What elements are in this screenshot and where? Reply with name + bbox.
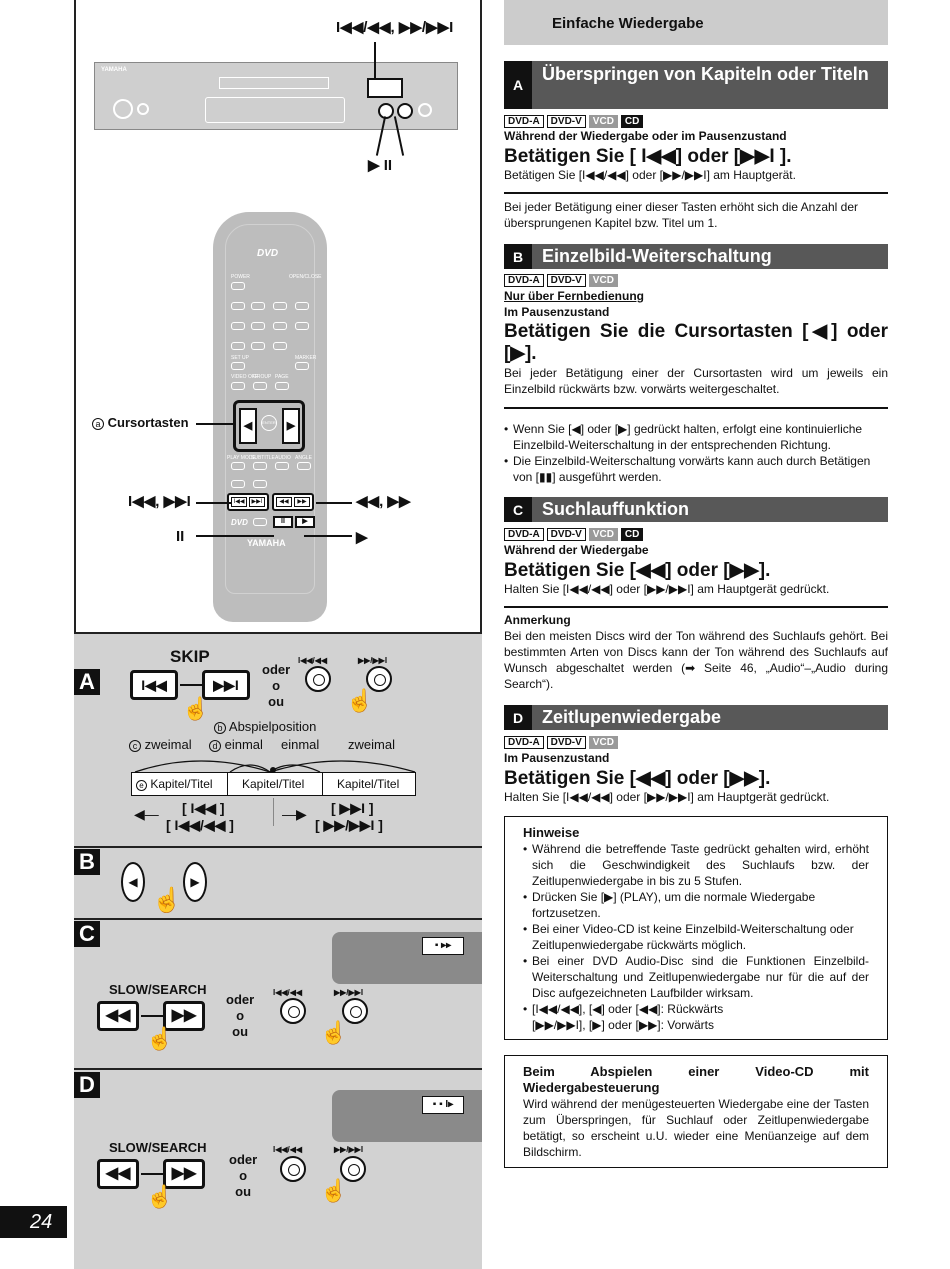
bullet-icon: • (523, 842, 528, 856)
section-c-header (504, 497, 888, 522)
remote-number-button[interactable] (273, 322, 287, 330)
remote-skip-buttons[interactable] (227, 493, 269, 511)
dvd-logo: DVD (257, 248, 279, 259)
disc-tag: CD (621, 528, 643, 541)
small-button-label: ▶▶/▶▶I (358, 656, 388, 665)
oder-label (229, 1152, 257, 1200)
section-body: Bei jeder Betätigung einer der Cursortasten wird um jeweils ein Einzelbild rückwärts bzw. vorwärts weitergeschaltet. (504, 366, 888, 396)
page-number: 24 (0, 1206, 67, 1238)
rule (504, 407, 888, 409)
search-back-key[interactable]: ◀◀ (97, 1001, 139, 1031)
cursor-left-key[interactable]: ◀ (121, 862, 145, 902)
player-knob-icon (137, 103, 149, 115)
disc-tag: DVD-V (547, 115, 586, 128)
remote-pause-label: II (176, 528, 185, 545)
hint-item (523, 953, 869, 1001)
callout-line (196, 502, 232, 504)
callout-line (304, 535, 352, 537)
remote-search-label: ◀◀, ▶▶ (356, 493, 411, 510)
slow-forward-key[interactable]: ▶▶ (163, 1159, 205, 1189)
remote-ab-button[interactable] (253, 480, 267, 488)
hint-text: [I◀◀/◀◀], [◀] oder [◀◀]: Rückwärts (532, 1002, 724, 1016)
cursor-label-text: Cursortasten (107, 415, 189, 430)
remote-setup-button[interactable] (231, 362, 245, 370)
zweimal-right-label: zweimal (348, 737, 395, 752)
remote-key-label: AUDIO (275, 455, 291, 461)
instruction-heading: Betätigen Sie die Cursortasten [◀] oder [▶]. (504, 321, 888, 364)
section-letter: A (504, 61, 532, 109)
zweimal-text: zweimal (144, 737, 192, 752)
section-b-header (504, 244, 888, 269)
skip-forward-command: [ ▶▶I ] (331, 800, 374, 816)
oder-word: oder (262, 662, 291, 677)
instruction-sub: Halten Sie [I◀◀/◀◀] oder [▶▶/▶▶I] am Hauptgerät gedrückt. (504, 582, 830, 596)
remote-play-mode-button[interactable] (231, 462, 245, 470)
remote-number-button[interactable] (295, 302, 309, 310)
remote-number-button[interactable] (251, 342, 265, 350)
panel-c-tag: C (74, 921, 100, 947)
bullet-item (504, 453, 888, 485)
disc-tag: DVD-A (504, 736, 544, 749)
player-pause-button[interactable] (397, 103, 413, 119)
oder-label (262, 662, 290, 710)
panel-d-tag: D (74, 1072, 100, 1098)
power-knob-icon (113, 99, 133, 119)
o-word: o (239, 1168, 248, 1183)
oder-word: oder (229, 1152, 258, 1167)
disc-tag: VCD (589, 274, 618, 287)
remote-key-label: GROUP (253, 374, 272, 380)
section-letter: C (504, 497, 532, 522)
remote-marker-button[interactable] (295, 362, 309, 370)
oder-label (226, 992, 254, 1040)
jump-arcs (120, 750, 430, 780)
o-word: o (272, 678, 281, 693)
abspielposition-label (214, 719, 316, 734)
instruction-sub: Betätigen Sie [I◀◀/◀◀] oder [▶▶/▶▶I] am Hauptgerät. (504, 168, 796, 182)
finger-icon: ☝ (182, 696, 210, 721)
remote-number-button[interactable] (295, 322, 309, 330)
remote-pause-button[interactable]: II (273, 516, 293, 528)
player-slow-back-button[interactable] (280, 1156, 306, 1182)
callout-line (316, 502, 352, 504)
player-skip-buttons[interactable] (367, 78, 403, 98)
hint-continuation: [▶▶/▶▶I], [▶] oder [▶▶]: Vorwärts (532, 1018, 714, 1032)
remote-key-label: VIDEO OFF (231, 374, 258, 380)
bullet-text: Die Einzelbild-Weiterschaltung vorwärts kann auch durch Betätigen von [▮▮] ausgeführt werden. (513, 454, 871, 484)
condition-text: Im Pausenzustand (504, 751, 610, 765)
bullet-text: Wenn Sie [◀] oder [▶] gedrückt halten, erfolgt eine kontinuierliche Einzelbild-Weiterschaltung in der entsprechenden Richtung. (513, 422, 863, 452)
remote-page-button[interactable] (275, 382, 289, 390)
remote-control-illustration (213, 212, 327, 622)
remote-number-button[interactable] (251, 302, 265, 310)
disc-tray (219, 77, 329, 89)
condition-text: Im Pausenzustand (504, 305, 610, 319)
bullet-icon: • (523, 1002, 528, 1016)
section-title: Zeitlupenwiedergabe (542, 707, 722, 727)
cursor-left-button[interactable]: ◀ (239, 408, 257, 444)
hinweise-title: Hinweise (523, 825, 580, 840)
section-a-header (504, 61, 888, 109)
note-body: Bei den meisten Discs wird der Ton während des Suchlaufs gehört. Bei bestimmten Arten von Discs kann der Ton während des Suchlaufs auf Wunsch abgeschaltet werden (➡ Seite 46, „Audio“–„Audio during Search“). (504, 629, 888, 691)
ou-word: ou (235, 1184, 252, 1199)
instruction-heading: Betätigen Sie [◀◀] oder [▶▶]. (504, 768, 771, 789)
key-connector (141, 1015, 163, 1017)
disc-tags (504, 736, 618, 749)
section-letter: B (504, 244, 532, 269)
slow-search-title: SLOW/SEARCH (109, 1140, 207, 1155)
callout-line (196, 535, 274, 537)
callout-letter: c (129, 740, 141, 752)
disc-tag: DVD-A (504, 115, 544, 128)
skip-forward-key[interactable]: ▶▶I (202, 670, 250, 700)
rule (504, 192, 888, 194)
small-button-label: I◀◀/◀◀ (273, 988, 303, 997)
skip-forward-command-player: [ ▶▶/▶▶I ] (315, 817, 383, 833)
remote-number-button[interactable] (273, 302, 287, 310)
skip-back-icon: I◀◀ (231, 497, 247, 507)
arrow-right-icon: —▶ (282, 806, 307, 822)
remote-number-button[interactable] (231, 302, 245, 310)
cursor-key-cluster (233, 400, 305, 452)
finger-icon: ☝ (320, 1178, 348, 1203)
remote-power-button[interactable] (231, 282, 245, 290)
section-title: Überspringen von Kapiteln oder Titeln (542, 64, 869, 84)
skip-back-command: [ I◀◀ ] (182, 800, 225, 816)
hint-text: Bei einer Video-CD ist keine Einzelbild-Weiterschaltung oder Zeitlupenwiedergabe rückwärts möglich. (532, 922, 854, 952)
small-button-label: ▶▶/▶▶I (334, 1145, 364, 1154)
bullet-icon: • (523, 922, 528, 936)
ou-word: ou (268, 694, 285, 709)
remote-number-button[interactable] (251, 322, 265, 330)
remote-brand: YAMAHA (247, 538, 286, 548)
vcd-title: Beim Abspielen einer Video-CD mit Wiedergabesteuerung (523, 1064, 869, 1095)
vcd-body: Wird während der menügesteuerten Wiedergabe eine der Tasten zum Überspringen, für Suchlauf oder Zeitlupenwiedergabe betätigt, so erscheint u.U. wieder eine Menüanzeige auf dem Bildschirm. (523, 1097, 869, 1159)
hint-item (523, 841, 869, 889)
instruction-heading: Betätigen Sie [ I◀◀] oder [▶▶I ]. (504, 146, 792, 167)
hint-text: Drücken Sie [▶] (PLAY), um die normale Wiedergabe fortzusetzen. (532, 890, 816, 920)
search-forward-key[interactable]: ▶▶ (163, 1001, 205, 1031)
player-search-back-button[interactable] (280, 998, 306, 1024)
remote-key-label: SUBTITLE (251, 455, 275, 461)
player-skip-label: I◀◀/◀◀, ▶▶/▶▶I (336, 19, 454, 36)
search-forward-icon: ▶▶ (294, 497, 310, 507)
finger-icon: ☝ (146, 1184, 174, 1209)
section-note: Bei jeder Betätigung einer dieser Tasten erhöht sich die Anzahl der übersprungenen Kapitel bzw. Titel um 1. (504, 200, 859, 230)
remote-skip-label: I◀◀, ▶▶I (128, 493, 191, 510)
callout-letter: e (136, 780, 147, 791)
oder-word: oder (226, 992, 255, 1007)
remote-key-label: ANGLE (295, 455, 312, 461)
disc-tags (504, 528, 643, 541)
disc-tag: DVD-A (504, 274, 544, 287)
hint-item (523, 889, 869, 921)
ou-word: ou (232, 1024, 249, 1039)
bullet-icon: • (523, 890, 528, 904)
slow-search-title: SLOW/SEARCH (109, 982, 207, 997)
section-d-header (504, 705, 888, 730)
bullet-icon: • (504, 422, 509, 436)
disc-tag: VCD (589, 528, 618, 541)
header-bar (504, 0, 888, 45)
remote-search-buttons[interactable] (272, 493, 314, 511)
instruction-sub: Halten Sie [I◀◀/◀◀] oder [▶▶/▶▶I] am Hauptgerät gedrückt. (504, 790, 830, 804)
skip-back-command-player: [ I◀◀/◀◀ ] (166, 817, 234, 833)
disc-tag: DVD-V (547, 736, 586, 749)
player-knob-icon (418, 103, 432, 117)
arrow-left-icon: ◀— (134, 806, 159, 822)
remote-key-label: OPEN/CLOSE (289, 274, 322, 280)
note-title: Anmerkung (504, 613, 571, 627)
section-title: Suchlauffunktion (542, 499, 689, 519)
remote-number-button[interactable] (231, 342, 245, 350)
remote-audio-button[interactable] (275, 462, 289, 470)
small-button-label: ▶▶/▶▶I (334, 988, 364, 997)
remote-key-label: PAGE (275, 374, 289, 380)
remote-play-button[interactable]: ▶ (295, 516, 315, 528)
skip-title: SKIP (170, 647, 210, 666)
callout-letter: a (92, 418, 104, 430)
key-connector (141, 1173, 163, 1175)
remote-number-button[interactable] (231, 322, 245, 330)
chapter-segment-3: Kapitel/Titel (337, 777, 400, 791)
panel-separator (74, 846, 482, 848)
section-letter: D (504, 705, 532, 730)
finger-icon: ☝ (152, 887, 182, 914)
small-button-label: I◀◀/◀◀ (298, 656, 328, 665)
key-connector (180, 684, 202, 686)
finger-icon: ☝ (320, 1020, 348, 1045)
enter-button[interactable]: ENTER (261, 415, 277, 431)
remote-key-label: PLAY MODE (227, 455, 256, 461)
callout-line (196, 423, 236, 425)
remote-angle-button[interactable] (297, 462, 311, 470)
callout-letter: d (209, 740, 221, 752)
panel-a-tag: A (74, 669, 100, 695)
panel-b-tag: B (74, 849, 100, 875)
condition-text: Nur über Fernbedienung (504, 289, 645, 303)
player-skip-back-button[interactable] (305, 666, 331, 692)
panel-separator (74, 918, 482, 920)
callout-letter: b (214, 722, 226, 734)
dvd-logo-small: DVD (231, 518, 248, 527)
slow-back-key[interactable]: ◀◀ (97, 1159, 139, 1189)
skip-back-key[interactable]: I◀◀ (130, 670, 178, 700)
remote-number-button[interactable] (273, 342, 287, 350)
remote-group-button[interactable] (253, 382, 267, 390)
center-divider (273, 798, 274, 826)
disc-tag: CD (621, 115, 643, 128)
remote-video-off-button[interactable] (231, 382, 245, 390)
o-word: o (236, 1008, 245, 1023)
bullet-icon: • (523, 954, 528, 968)
skip-forward-icon: ▶▶I (249, 497, 265, 507)
condition-text: Während der Wiedergabe (504, 543, 649, 557)
remote-key-label: SET UP (231, 355, 249, 361)
bullet-item (504, 421, 888, 453)
disc-tag: DVD-V (547, 274, 586, 287)
chapter-label: Kapitel/Titel (150, 777, 213, 791)
vcd-box (504, 1055, 888, 1168)
remote-repeat-button[interactable] (231, 480, 245, 488)
hint-item (523, 1001, 869, 1017)
small-button-label: I◀◀/◀◀ (273, 1145, 303, 1154)
disc-tags (504, 274, 618, 287)
player-display (205, 97, 345, 123)
remote-play-label: ▶ (356, 529, 368, 546)
instruction-heading: Betätigen Sie [◀◀] oder [▶▶]. (504, 560, 771, 581)
disc-tag: DVD-A (504, 528, 544, 541)
dvd-player-illustration (94, 62, 458, 130)
cursor-right-button[interactable]: ▶ (282, 408, 300, 444)
disc-tag: DVD-V (547, 528, 586, 541)
finger-icon: ☝ (346, 688, 374, 713)
einmal-right-label: einmal (281, 737, 320, 752)
chapter-segment-2: Kapitel/Titel (242, 777, 305, 791)
hint-text: Während die betreffende Taste gedrückt gehalten wird, erhöht sich die Geschwindigkeit des Suchlaufs bzw. der Zeitlupenwiedergabe in bis zu 5 Stufen. (532, 842, 869, 888)
player-brand: YAMAHA (101, 67, 127, 73)
bullet-icon: • (504, 454, 509, 468)
cursor-callout-label (92, 415, 189, 430)
cursor-right-key[interactable]: ▶ (183, 862, 207, 902)
disc-tags (504, 115, 643, 128)
hint-text: Bei einer DVD Audio-Disc sind die Funktionen Einzelbild-Weiterschaltung und Zeitlupenwiedergabe nur für die auf der Disc aufgezeichneten Laufbilder wirksam. (532, 954, 869, 1000)
disc-tag: VCD (589, 115, 618, 128)
osd-slow-indicator: ▪ ▪ I▸ (422, 1096, 464, 1114)
player-play-pause-label: ▶ II (368, 157, 393, 174)
abspiel-text: Abspielposition (228, 719, 317, 734)
page-title: Einfache Wiedergabe (552, 15, 704, 32)
remote-key-label: MARKER (295, 355, 317, 361)
panel-separator (74, 1068, 482, 1070)
finger-icon: ☝ (146, 1026, 174, 1051)
einmal-text: einmal (224, 737, 263, 752)
hinweise-box (504, 816, 888, 1040)
disc-tag: VCD (589, 736, 618, 749)
remote-key-label: POWER (231, 274, 250, 280)
rule (504, 606, 888, 608)
osd-search-indicator: ▪ ▸▸ (422, 937, 464, 955)
search-back-icon: ◀◀ (276, 497, 292, 507)
condition-text: Während der Wiedergabe oder im Pausenzustand (504, 129, 787, 143)
remote-subtitle-button[interactable] (253, 462, 267, 470)
remote-stop-button[interactable] (253, 518, 267, 526)
callout-line (374, 42, 376, 78)
section-title: Einzelbild-Weiterschaltung (542, 246, 772, 266)
hint-item (523, 921, 869, 953)
